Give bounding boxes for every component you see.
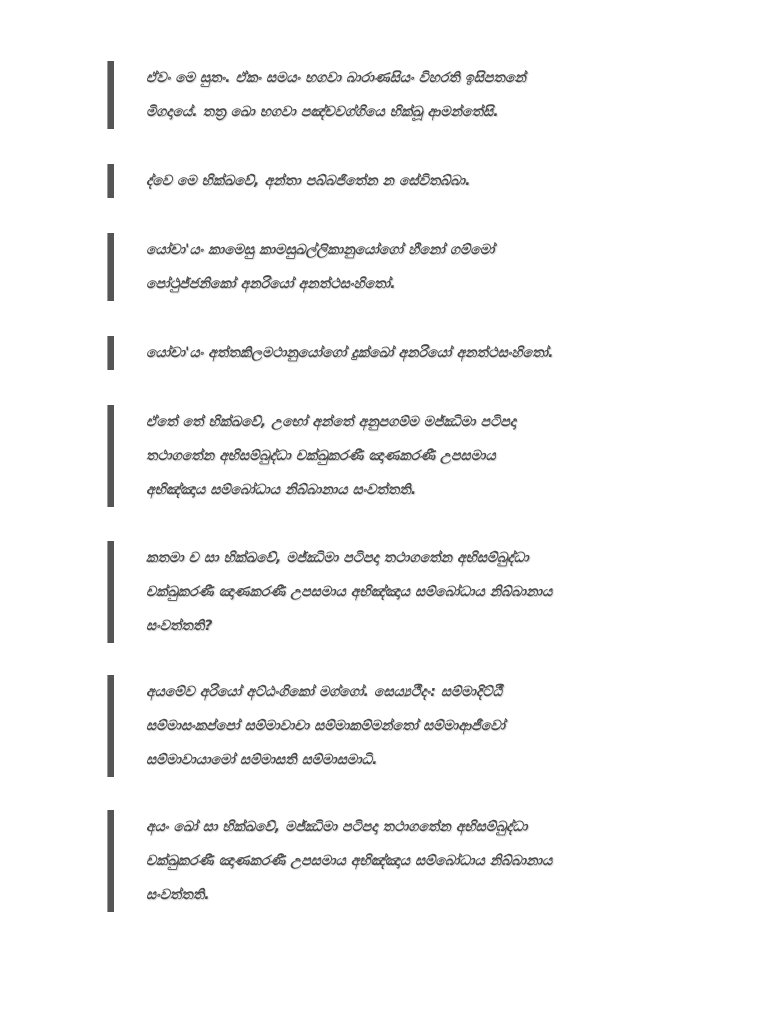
- verse-block-2: [108, 164, 726, 198]
- verse-line: පෝථුජ්ජනිකෝ අනරියෝ අනත්ථසංහිතෝ.: [146, 276, 396, 292]
- verse-block-5: [108, 405, 726, 507]
- verse-line: තථාගතේන අභිසම්බුද්ධා චක්ඛුකරණී ඤාණකරණී උපසමාය: [146, 448, 496, 464]
- verse-line: චක්ඛුකරණී ඤාණකරණී උපසමාය අභිඤ්ඤාය සම්බෝධාය නිබ්බානාය: [146, 584, 553, 600]
- verse-line: ඒවං මෙ සුතං. ඒකං සමයං භගවා බාරාණසියං විහරති ඉසිපතනේ: [146, 70, 526, 86]
- verse-block-4: [108, 336, 726, 370]
- verse-line: සංවත්තති?: [146, 618, 213, 634]
- verse-block-8: [108, 810, 726, 912]
- verse-line: අභිඤ්ඤාය සම්බෝධාය නිබ්බානාය සංවත්තති.: [146, 482, 417, 498]
- verse-line: අයං ඛෝ සා භික්ඛවේ, මජ්ඣිමා පටිපදා තථාගතේන අභිසම්බුද්ධා: [146, 819, 528, 835]
- verse-block-1: [108, 61, 726, 129]
- verse-block-3: [108, 233, 726, 301]
- verse-line: චක්ඛුකරණී ඤාණකරණී උපසමාය අභිඤ්ඤාය සම්බෝධාය නිබ්බානාය: [146, 853, 553, 869]
- verse-line: සම්මාවායාමෝ සම්මාසති සම්මාසමාධි.: [146, 752, 378, 768]
- verse-line: යෝචා'යං අත්තකිලමථානුයෝගෝ දුක්ඛෝ අනරියෝ අනත්ථසංහිතෝ.: [146, 345, 554, 361]
- verse-line: යෝචා'යං කාමෙසු කාමසුඛල්ලිකානුයෝගෝ හීනෝ ගම්මෝ: [146, 242, 495, 258]
- verse-line: ද්වෙ මෙ භික්ඛවේ, අන්තා පබ්බජිතේන න සේවිතබ්බා.: [146, 173, 471, 189]
- verse-line: මිගදායේ. තත්‍ර ඛො භගවා පඤ්චවග්ගියෙ භික්ඛූ ආමන්තේසි.: [146, 104, 499, 120]
- verse-line: කතමා ච සා භික්ඛවේ, මජ්ඣිමා පටිපදා තථාගතේන අභිසම්බුද්ධා: [146, 550, 529, 566]
- verse-block-6: [108, 541, 726, 643]
- verse-line: සංවත්තති.: [146, 887, 210, 903]
- verse-line: සම්මාසංකප්පෝ සම්මාවාචා සම්මාකම්මන්තෝ සම්මාආජීවෝ: [146, 718, 506, 734]
- verse-line: ඒතේ තේ භික්ඛවේ, උභෝ අන්තේ අනුපගම්ම මජ්ඣිමා පටිපදා: [146, 414, 517, 430]
- verse-line: අයමේව අරියෝ අට්ඨංගිකෝ මග්ගෝ. සෙය්‍යථීදං: සම්මාදිට්ඨී: [146, 684, 503, 700]
- verse-block-7: [108, 675, 726, 777]
